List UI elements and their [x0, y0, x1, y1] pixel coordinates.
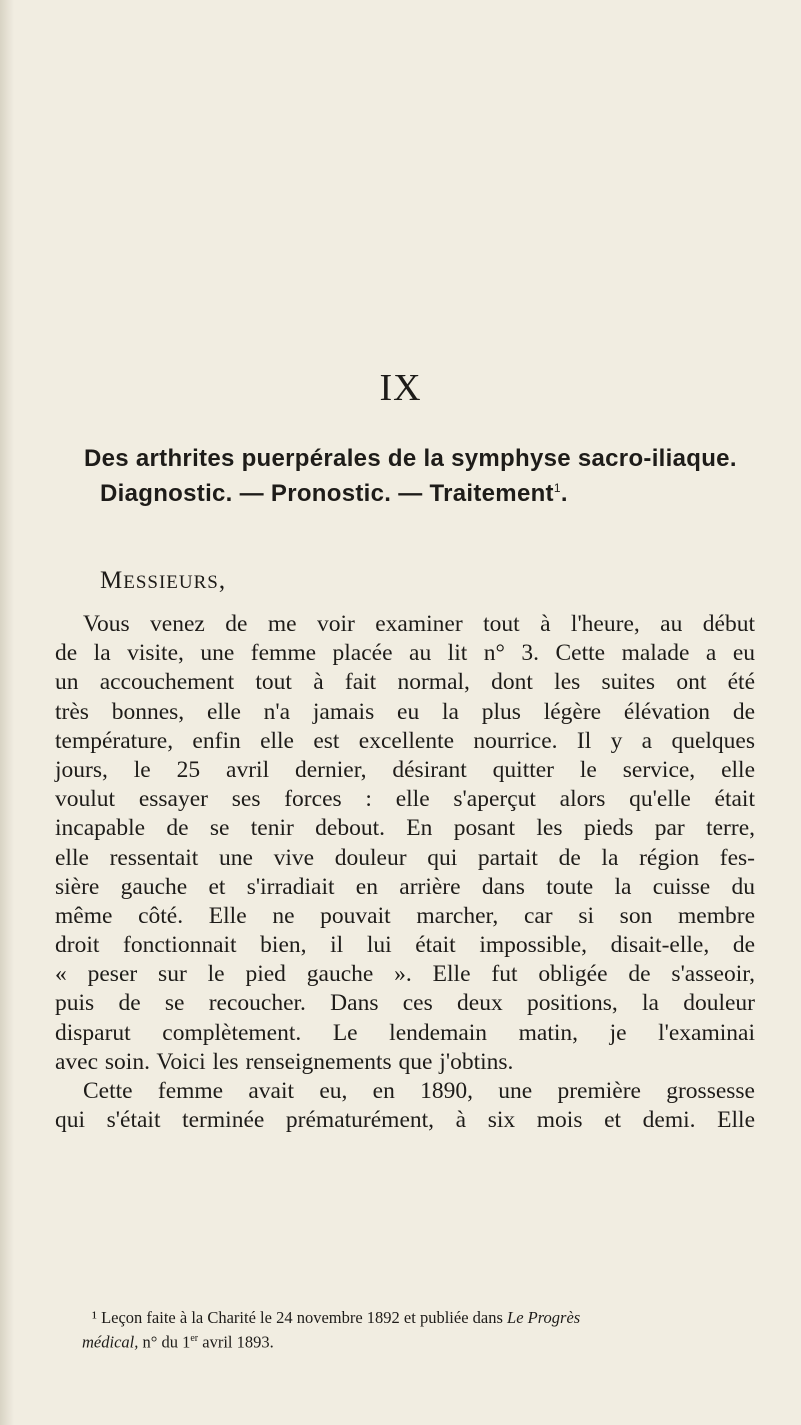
footnote-line-2	[82, 1328, 762, 1353]
footnote	[82, 1307, 762, 1353]
text-line: température, enfin elle est excellente nourrice. Il y a quelques	[55, 727, 755, 754]
footnote-mark: ¹	[92, 1308, 97, 1327]
text-line: sière gauche et s'irradiait en arrière dans toute la cuisse du	[55, 873, 755, 900]
text-line: Cette femme avait eu, en 1890, une première grossesse	[83, 1078, 755, 1104]
footnote-date: avril 1893.	[202, 1332, 274, 1352]
salutation-comma: ,	[218, 567, 227, 594]
text-line: elle ressentait une vive douleur qui partait de la région fes-	[55, 844, 755, 871]
text-line: puis de se recoucher. Dans ces deux positions, la douleur	[55, 990, 755, 1017]
salutation-small-caps: ESSIEURS	[123, 572, 219, 593]
chapter-subtitle-text: Diagnostic. — Pronostic. — Traitement	[100, 480, 554, 507]
page-edge-shadow	[0, 0, 14, 1425]
text-line: « peser sur le pied gauche ». Elle fut obligée de s'asseoir,	[55, 961, 755, 988]
chapter-subtitle-dot: .	[560, 480, 568, 507]
footnote-journal-title: Le Progrès	[507, 1308, 581, 1327]
footnote-issue: n° du 1	[142, 1332, 191, 1352]
paragraph-1	[55, 610, 755, 1077]
text-line: qui s'était terminée prématurément, à six mois et demi. Elle	[55, 1107, 755, 1134]
salutation	[100, 567, 226, 595]
text-line: même côté. Elle ne pouvait marcher, car si son membre	[55, 902, 755, 929]
text-line: de la visite, une femme placée au lit n° 3. Cette malade a eu	[55, 640, 755, 667]
text-line: jours, le 25 avril dernier, désirant quitter le service, elle	[55, 756, 755, 783]
footnote-reference: 1	[553, 481, 561, 495]
paragraph-2	[55, 1077, 755, 1135]
salutation-initial: M	[100, 567, 124, 594]
footnote-ordinal: er	[190, 1333, 199, 1344]
footnote-text: Leçon faite à la Charité le 24 novembre 1892 et publiée dans	[101, 1308, 503, 1327]
text-line: incapable de se tenir debout. En posant les pieds par terre,	[55, 815, 755, 842]
text-line: droit fonctionnait bien, il lui était impossible, disait-elle, de	[55, 932, 755, 959]
chapter-number: IX	[379, 367, 422, 409]
text-line: très bonnes, elle n'a jamais eu la plus légère élévation de	[55, 698, 755, 725]
text-line: Vous venez de me voir examiner tout à l'heure, au début	[83, 611, 755, 637]
footnote-journal-title-cont: médical,	[82, 1332, 139, 1352]
chapter-subtitle	[100, 480, 780, 508]
text-line: voulut essayer ses forces : elle s'aperçut alors qu'elle était	[55, 786, 755, 813]
text-line: disparut complètement. Le lendemain matin, je l'examinai	[55, 1019, 755, 1046]
text-line: avec soin. Voici les renseignements que j'obtins.	[55, 1048, 514, 1075]
footnote-line-1	[82, 1307, 762, 1328]
chapter-title: Des arthrites puerpérales de la symphyse sacro-iliaque.	[84, 445, 737, 472]
text-line: un accouchement tout à fait normal, dont les suites ont été	[55, 669, 755, 696]
